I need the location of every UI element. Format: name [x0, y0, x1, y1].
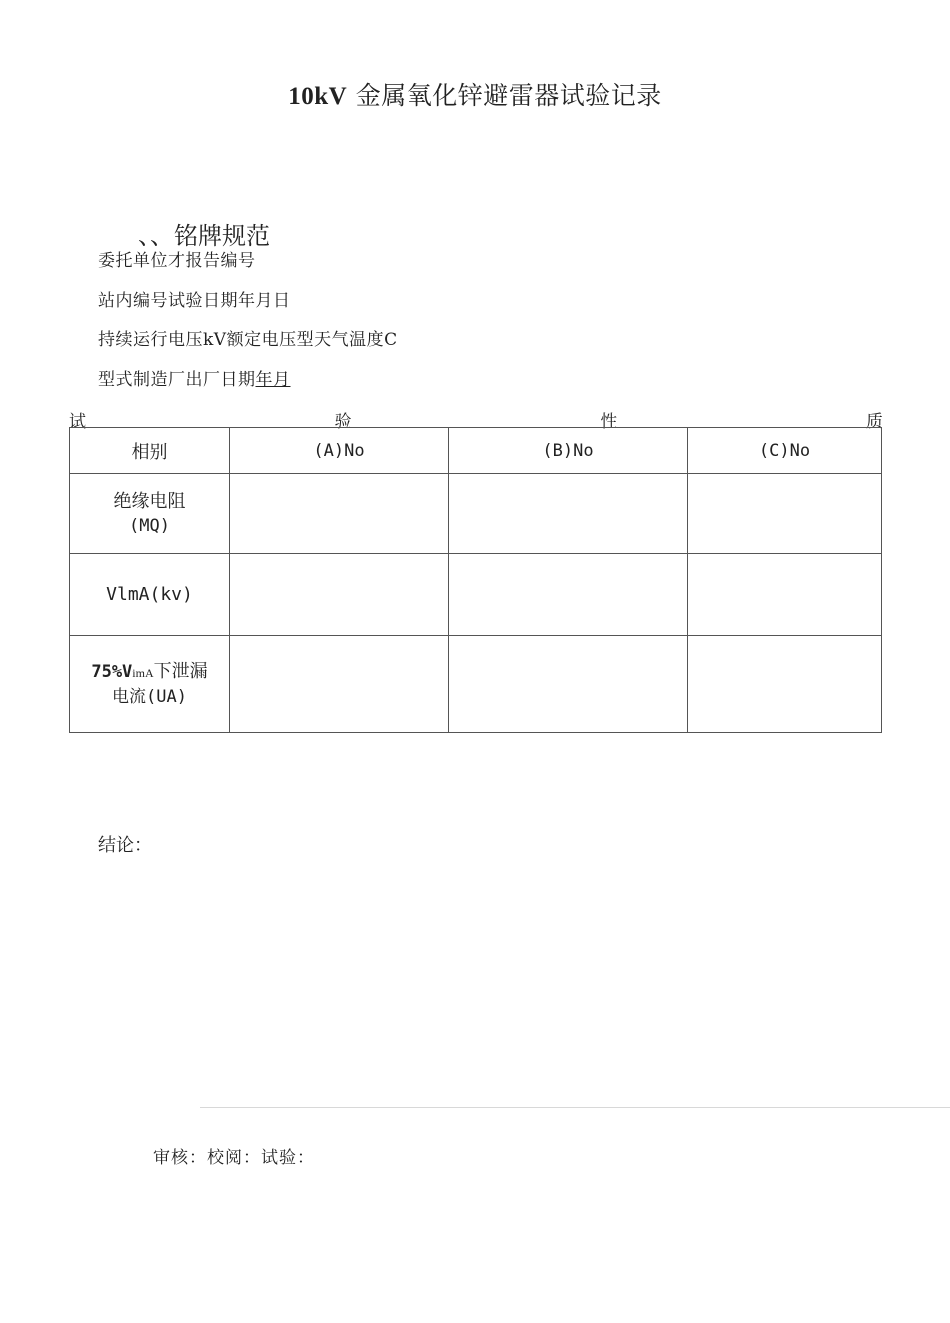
cell-a-v1ma[interactable] — [230, 554, 449, 636]
test-results-table — [69, 427, 882, 733]
row-label-leakage-current — [70, 636, 230, 733]
row-label-line — [70, 660, 229, 685]
cell-a-leakage[interactable] — [230, 636, 449, 733]
nameplate-line-4 — [98, 365, 291, 390]
nameplate-line-4-text: 型式制造厂出厂日期 — [98, 370, 256, 390]
row-label-subscript: imA — [132, 665, 154, 680]
table-row — [70, 474, 882, 554]
row-label-suffix: 下泄漏 — [153, 660, 208, 682]
nameplate-line-2: 站内编号试验日期年月日 — [98, 291, 291, 311]
cell-b-leakage[interactable] — [449, 636, 688, 733]
header-phase: 相别 — [70, 428, 230, 474]
test-property-char: 验 — [334, 412, 352, 432]
test-property-char: 试 — [69, 412, 86, 432]
cell-c-leakage[interactable] — [688, 636, 882, 733]
row-label-v1ma: VlmA(kv) — [70, 554, 230, 636]
document-title — [0, 76, 950, 112]
conclusion-label: 结论： — [98, 835, 152, 856]
title-voltage: 10kV — [288, 83, 348, 110]
signoff-line: 审核：校阅：试验： — [153, 1148, 315, 1168]
row-label-line: 绝缘电阻 — [113, 490, 186, 512]
row-label-unit: (MQ) — [129, 515, 170, 536]
header-phase-a: (A)No — [230, 428, 449, 474]
table-row — [70, 636, 882, 733]
cell-a-insulation[interactable] — [230, 474, 449, 554]
nameplate-heading: 、、铭牌规范 — [138, 222, 270, 250]
table-header-row — [70, 428, 882, 474]
test-property-char: 质 — [865, 412, 883, 432]
nameplate-line-3: 持续运行电压kV额定电压型天气温度C — [98, 330, 398, 350]
header-phase-c: (C)No — [688, 428, 882, 474]
row-label-prefix: 75%V — [91, 661, 133, 682]
cell-b-v1ma[interactable] — [449, 554, 688, 636]
nameplate-line-1: 委托单位才报告编号 — [98, 251, 256, 271]
test-property-char: 性 — [600, 412, 618, 432]
row-label-unit: 电流(UA) — [112, 686, 187, 707]
title-text: 金属氧化锌避雷器试验记录 — [355, 81, 662, 110]
cell-c-v1ma[interactable] — [688, 554, 882, 636]
table-row — [70, 554, 882, 636]
test-properties-row — [69, 407, 883, 432]
nameplate-line-4-date: 年月 — [255, 370, 291, 390]
cell-c-insulation[interactable] — [688, 474, 882, 554]
header-phase-b: (B)No — [449, 428, 688, 474]
cell-b-insulation[interactable] — [449, 474, 688, 554]
divider — [200, 1107, 950, 1108]
row-label-insulation-resistance — [70, 474, 230, 554]
